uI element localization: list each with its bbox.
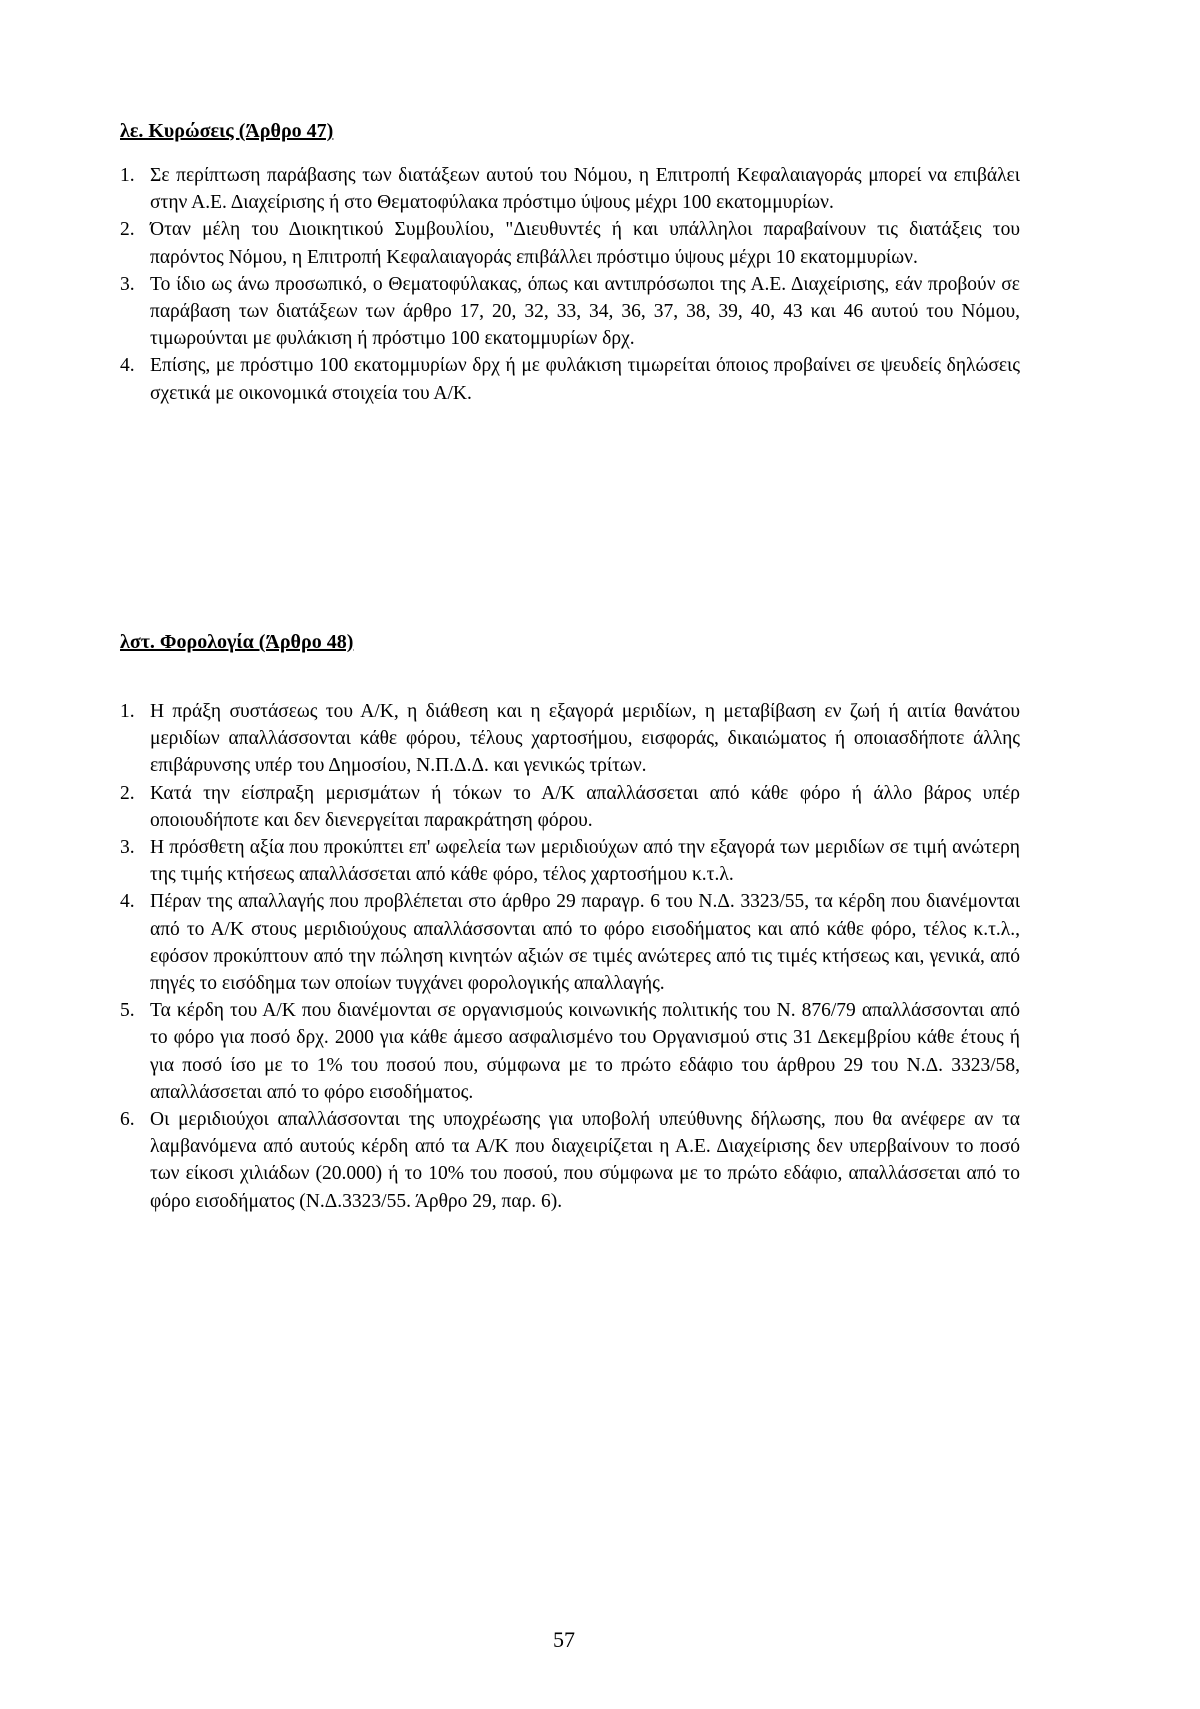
paragraph-text: Κατά την είσπραξη μερισμάτων ή τόκων το Α/Κ απαλλάσσεται από κάθε φόρο ή άλλο βάρος υπέρ οποιουδήποτε και δεν διενεργείται παρακράτηση φόρου.: [150, 782, 1020, 831]
paragraph: [120, 888, 1020, 997]
paragraph: [120, 780, 1020, 834]
paragraph: [120, 352, 1020, 406]
paragraph-text: Όταν μέλη του Διοικητικού Συμβουλίου, "Διευθυντές ή και υπάλληλοι παραβαίνουν τις διατάξεις του παρόντος Νόμου, η Επιτροπή Κεφαλαιαγοράς επιβάλλει πρόστιμο ύψους μέχρι 10 εκατομμυρίων.: [150, 219, 1020, 268]
paragraph: [120, 271, 1020, 353]
section-penalties: [120, 162, 1020, 407]
paragraph: [120, 997, 1020, 1106]
paragraph-number: 6.: [120, 1109, 135, 1131]
paragraph-text: Σε περίπτωση παράβασης των διατάξεων αυτού του Νόμου, η Επιτροπή Κεφαλαιαγοράς μπορεί να επιβάλει στην Α.Ε. Διαχείρισης ή στο Θεματοφύλακα πρόστιμο ύψους μέχρι 100 εκατομμυρίων.: [150, 165, 1020, 214]
paragraph-number: 1.: [120, 165, 135, 186]
page-number: 57: [553, 1627, 575, 1652]
section-taxation: [120, 698, 1020, 1215]
paragraph: [120, 1106, 1020, 1215]
paragraph-text: Επίσης, με πρόστιμο 100 εκατομμυρίων δρχ ή με φυλάκιση τιμωρείται όποιος προβαίνει σε ψευδείς δηλώσεις σχετικά με οικονομικά στοιχεία του Α/Κ.: [150, 355, 1020, 404]
paragraph: [120, 216, 1020, 270]
paragraph: [120, 698, 1020, 780]
paragraph-number: 1.: [120, 701, 135, 722]
paragraph-text: Τα κέρδη του Α/Κ που διανέμονται σε οργανισμούς κοινωνικής πολιτικής του Ν. 876/79 απαλλάσσονται από το φόρο για ποσό δρχ. 2000 για κάθε άμεσο ασφαλισμένο του Οργανισμού στις 31 Δεκεμβρίου κάθε έτους ή για ποσό ίσο με το 1% του ποσού που, σύμφωνα με το πρώτο εδάφιο του άρθρου 29 του Ν.Δ. 3323/58, απαλλάσσεται από το φόρο εισοδήματος.: [150, 1000, 1020, 1103]
paragraph-number: 3.: [120, 273, 135, 295]
paragraph-number: 2.: [120, 782, 135, 804]
paragraph: [120, 162, 1020, 216]
paragraph-text: Οι μεριδιούχοι απαλλάσσονται της υποχρέωσης για υποβολή υπεύθυνης δήλωσης, που θα ανέφερε αν τα λαμβανόμενα από αυτούς κέρδη από τα Α/Κ που διαχειρίζεται η Α.Ε. Διαχείρισης δεν υπερβαίνουν το ποσό των είκοσι χιλιάδων (20.000) ή το 10% του ποσού, που σύμφωνα με το πρώτο εδάφιο, απαλλάσσεται από το φόρο εισοδήματος (Ν.Δ.3323/55. Άρθρο 29, παρ. 6).: [150, 1109, 1020, 1212]
paragraph-number: 4.: [120, 891, 135, 913]
paragraph: [120, 834, 1020, 888]
paragraph-text: Πέραν της απαλλαγής που προβλέπεται στο άρθρο 29 παραγρ. 6 του Ν.Δ. 3323/55, τα κέρδη που διανέμονται από το Α/Κ στους μεριδιούχους απαλλάσσονται από το φόρο εισοδήματος και από κάθε φόρο, τέλος κ.τ.λ., εφόσον προκύπτουν από την πώληση κινητών αξιών σε τιμές ανώτερες από τις τιμές κτήσεως και, γενικά, από πηγές το εισόδημα των οποίων τυγχάνει φορολογικής απαλλαγής.: [150, 891, 1020, 995]
paragraph-number: 5.: [120, 1000, 135, 1022]
paragraph-text: Η πράξη συστάσεως του Α/Κ, η διάθεση και η εξαγορά μεριδίων, η μεταβίβαση εν ζωή ή αιτία θανάτου μεριδίων απαλλάσσονται κάθε φόρου, τέλους χαρτοσήμου, εισφοράς, δικαιώματος ή οποιασδήποτε άλλης επιβάρυνσης υπέρ του Δημοσίου, Ν.Π.Δ.Δ. και γενικώς τρίτων.: [150, 701, 1020, 777]
paragraph-number: 2.: [120, 219, 135, 241]
section-heading-taxation: λστ. Φορολογία (Άρθρο 48): [120, 631, 354, 653]
section-heading-penalties: λε. Κυρώσεις (Άρθρο 47): [120, 120, 334, 142]
paragraph-text: Η πρόσθετη αξία που προκύπτει επ' ωφελεία των μεριδιούχων από την εξαγορά των μεριδίων σε τιμή ανώτερη της τιμής κτήσεως απαλλάσσεται από κάθε φόρο, τέλος χαρτοσήμου κ.τ.λ.: [150, 837, 1020, 886]
paragraph-number: 4.: [120, 355, 135, 377]
paragraph-text: Το ίδιο ως άνω προσωπικό, ο Θεματοφύλακας, όπως και αντιπρόσωποι της Α.Ε. Διαχείρισης, εάν προβούν σε παράβαση των διατάξεων των άρθρο 17, 20, 32, 33, 34, 36, 37, 38, 39, 40, 43 και 46 αυτού του Νόμου, τιμωρούνται με φυλάκιση ή πρόστιμο 100 εκατομμυρίων δρχ.: [150, 273, 1020, 350]
paragraph-number: 3.: [120, 837, 135, 859]
